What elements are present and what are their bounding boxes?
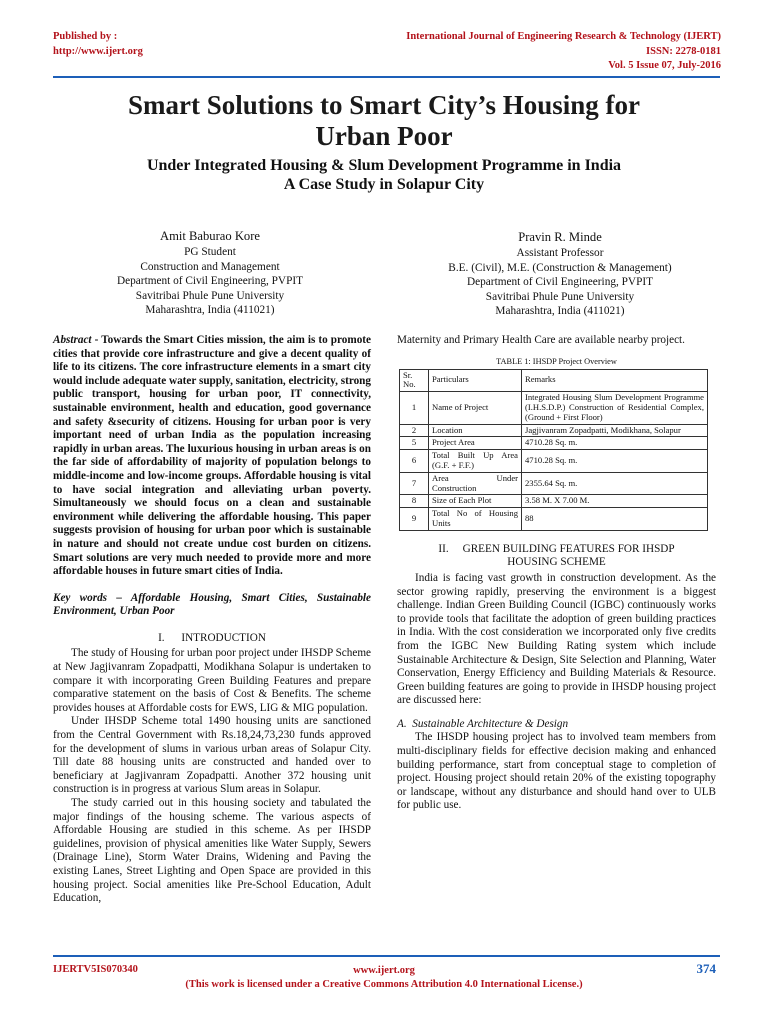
- table-cell: Total No of Housing Units: [429, 508, 522, 531]
- table-cell: 5: [400, 437, 429, 450]
- author-name: Amit Baburao Kore: [159, 229, 261, 243]
- section-2-heading-line: HOUSING SCHEME: [507, 556, 606, 569]
- author-line: Construction and Management: [140, 260, 280, 273]
- table-row: [400, 392, 708, 424]
- table-cell: Jagjivanram Zopadpatti, Modikhana, Solapur: [522, 424, 708, 437]
- paper-title: [0, 90, 768, 152]
- subsection-a-heading: A. Sustainable Architecture & Design: [397, 717, 569, 730]
- title-line-2: Urban Poor: [315, 121, 453, 151]
- author-name: Pravin R. Minde: [518, 230, 602, 244]
- author-1: [60, 228, 360, 318]
- intro-paragraph: The study of Housing for urban poor project under IHSDP Scheme at New Jagjivanram Zopadpatti, Modikhana Solapur is undertaken to compare it with incorporating Green Building Features and prepare comparative statement on the basis of Cost & Benefits. The scheme provides houses at Affordable costs for EWS, LIG & MIG population.: [53, 647, 371, 714]
- abstract-text: - Towards the Smart Cities mission, the aim is to promote cities that provide core infrastructure and give a decent quality of life to its citizens. The core infrastructure elements in a smart city would include adequate water supply, sanitation, electricity, strong public transport, housing for urban poor, IT connectivity, sustainable environment, health and education, good governance and safety &security of citizens. Housing for urban poor is very important need of urban India as the population increasing rapidly in urban areas. The luxurious housing in urban areas is on the far side of affordability of majority of population belongs to middle-income and low-income groups. Affordable housing is vital to have social integration and alleviating urban poverty. Simultaneously we should focus on a clean and sustainable environment while delivering the affordable housing. This paper suggests provision of housing for urban poor which is sustainable in nature and should not create undue cost burden on citizens. Smart solutions are very much needed to provide more and more affordable houses in future smart cities of India.: [53, 334, 371, 578]
- table-cell: Integrated Housing Slum Development Programme (I.H.S.D.P.) Construction of Residential Complex, (Ground + First Floor): [522, 392, 708, 424]
- author-line: Savitribai Phule Pune University: [485, 290, 635, 303]
- page-number: 374: [696, 961, 716, 976]
- title-line-1: Smart Solutions to Smart City’s Housing for: [127, 90, 640, 120]
- header-rule: [53, 76, 720, 78]
- footer-center: [0, 964, 768, 992]
- section-1-heading: I. INTRODUCTION: [158, 631, 266, 644]
- footer-rule: [53, 955, 720, 957]
- intro-paragraph: The study carried out in this housing society and tabulated the major findings of the housing scheme. The various aspects of Affordable Housing are studied in this scheme. As per IHSDP guidelines, provision of physical amenities like Water Supply, Sewers (Drainage Line), Storm Water Drains, Widening and Paving the existing Lanes, Street Lighting and Open Space are provided in this housing project. Social amenities like Pre-School Education, Adult Education,: [53, 797, 371, 905]
- author-line: Department of Civil Engineering, PVPIT: [116, 275, 304, 288]
- table-cell: Total Built Up Area (G.F. + F.F.): [429, 450, 522, 473]
- section-2-paragraph: India is facing vast growth in construction development. As the sector growing rapidly, preserving the environment is a biggest challenge. Indian Green Building Council (IGBC) continuously works to provide tools that facilitate the adoption of green building practices in India. With the cost consideration we incorporated only five credits from the IGBC New Building Rating system which include Sustainable Architecture & Design, Site Selection and Planning, Water Conservation, Energy Efficiency and Building Materials & Resource. Green building features are going to provide in IHSDP housing project are discussed here:: [397, 571, 716, 707]
- right-intro: Maternity and Primary Health Care are available nearby project.: [397, 334, 685, 346]
- publisher-block: [53, 30, 143, 59]
- author-line: Maharashtra, India (411021): [145, 304, 275, 317]
- table-cell: 1: [400, 392, 429, 424]
- right-column: [397, 334, 716, 813]
- author-line: Department of Civil Engineering, PVPIT: [466, 276, 654, 289]
- table-cell: Name of Project: [429, 392, 522, 424]
- table-row: [400, 450, 708, 473]
- author-line: Maharashtra, India (411021): [495, 305, 625, 318]
- table-row: [400, 495, 708, 508]
- author-line: Savitribai Phule Pune University: [135, 289, 285, 302]
- issn: ISSN: 2278-0181: [646, 45, 721, 57]
- table-cell: Location: [429, 424, 522, 437]
- table-row: [400, 472, 708, 495]
- subtitle-line-2: A Case Study in Solapur City: [283, 176, 485, 193]
- section-2-heading-line: II. GREEN BUILDING FEATURES FOR IHSDP: [438, 542, 675, 555]
- table-header: Particulars: [429, 369, 522, 392]
- table-cell: 6: [400, 450, 429, 473]
- table-cell: Size of Each Plot: [429, 495, 522, 508]
- abstract: [53, 334, 371, 579]
- table-header-row: [400, 369, 708, 392]
- table-cell: 88: [522, 508, 708, 531]
- abstract-label: Abstract: [53, 334, 92, 346]
- journal-name: International Journal of Engineering Research & Technology (IJERT): [406, 31, 721, 42]
- author-line: Assistant Professor: [516, 247, 604, 259]
- table-cell: 2355.64 Sq. m.: [522, 472, 708, 495]
- keywords: Key words – Affordable Housing, Smart Cities, Sustainable Environment, Urban Poor: [53, 591, 371, 618]
- table-cell: 8: [400, 495, 429, 508]
- table-cell: 4710.28 Sq. m.: [522, 450, 708, 473]
- project-overview-table: [399, 369, 708, 531]
- table-row: [400, 424, 708, 437]
- subtitle-line-1: Under Integrated Housing & Slum Development Programme in India: [146, 157, 622, 174]
- author-line: B.E. (Civil), M.E. (Construction & Management): [448, 261, 672, 274]
- table-cell: 3.58 M. X 7.00 M.: [522, 495, 708, 508]
- section-2-heading: [397, 543, 716, 570]
- table-cell: 7: [400, 472, 429, 495]
- table-header: Remarks: [522, 369, 708, 392]
- table-caption: TABLE 1: IHSDP Project Overview: [496, 356, 617, 366]
- table-cell: 4710.28 Sq. m.: [522, 437, 708, 450]
- volume-issue: Vol. 5 Issue 07, July-2016: [608, 60, 721, 71]
- subsection-a-paragraph: The IHSDP housing project has to involved team members from multi-disciplinary fields for effective decision making and enhanced building performance, start from conceptual stage to completion of project. Housing project should retain 20% of the existing topography or landscape, without any disturbance and should hand over to ULB for public use.: [397, 731, 716, 812]
- intro-paragraph: Under IHSDP Scheme total 1490 housing units are sanctioned from the Central Government with Rs.18,24,73,230 funds approved for the development of slums in various urban areas of Solapur City. Till date 88 housing units are constructed and handed over to beneficiary at Jagjivanram Zopadpatti. Another 372 housing unit construction is in progress at various Slum areas in Solapur.: [53, 715, 371, 796]
- table-header: Sr. No.: [400, 369, 429, 392]
- author-line: PG Student: [184, 246, 236, 258]
- table-cell: 2: [400, 424, 429, 437]
- publisher-url[interactable]: http://www.ijert.org: [53, 45, 143, 57]
- paper-id: IJERTV5IS070340: [53, 964, 138, 975]
- paper-subtitle: [0, 156, 768, 194]
- table-row: [400, 508, 708, 531]
- table-row: [400, 437, 708, 450]
- license-note: (This work is licensed under a Creative Commons Attribution 4.0 International License.): [185, 979, 583, 990]
- table-cell: 9: [400, 508, 429, 531]
- journal-block: [406, 30, 721, 74]
- author-2: [405, 229, 715, 319]
- table-cell: Project Area: [429, 437, 522, 450]
- footer-url[interactable]: www.ijert.org: [353, 965, 415, 976]
- left-column: [53, 334, 371, 906]
- table-cell: Area Under Construction: [429, 472, 522, 495]
- published-by: Published by :: [53, 31, 118, 42]
